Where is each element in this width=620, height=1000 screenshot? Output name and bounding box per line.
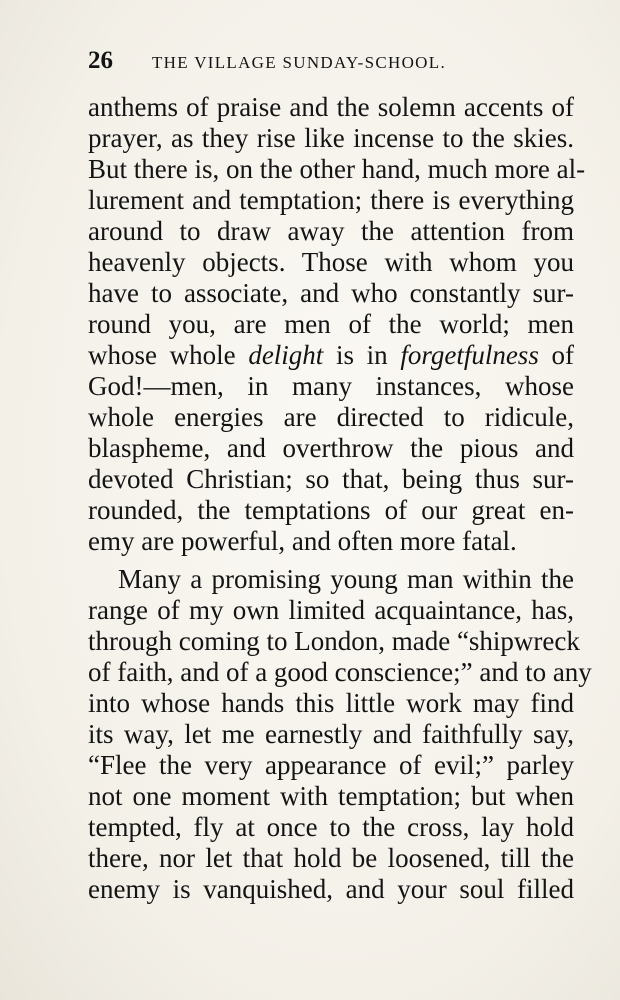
text-line: its way, let me earnestly and faithfully say, — [88, 719, 574, 749]
page-header — [88, 47, 574, 77]
text-line: prayer, as they rise like incense to the skies. — [88, 123, 574, 153]
text-line: rounded, the temptations of our great en- — [88, 495, 574, 525]
text-line: But there is, on the other hand, much more al- — [88, 154, 586, 184]
text-line: round you, are men of the world; men — [88, 309, 574, 339]
text-line: “Flee the very appearance of evil;” parley — [88, 750, 574, 780]
text-line: devoted Christian; so that, being thus sur- — [88, 464, 574, 494]
text-run: whose whole — [88, 340, 249, 370]
text-line: emy are powerful, and often more fatal. — [88, 526, 517, 556]
text-line: through coming to London, made “shipwreck — [88, 626, 580, 656]
text-line: around to draw away the attention from — [88, 216, 574, 246]
text-line-with-italics — [88, 340, 574, 371]
text-line: not one moment with temptation; but when — [88, 781, 574, 811]
text-line: there, nor let that hold be loosened, till the — [88, 843, 574, 873]
text-run: of — [538, 340, 574, 370]
text-line: have to associate, and who constantly sur- — [88, 278, 574, 308]
running-head: THE VILLAGE SUNDAY-SCHOOL. — [152, 53, 446, 72]
text-line: blaspheme, and overthrow the pious and — [88, 433, 574, 463]
text-line: lurement and temptation; there is everything — [88, 185, 574, 215]
text-line: God!—men, in many instances, whose — [88, 371, 574, 401]
text-line: whole energies are directed to ridicule, — [88, 402, 574, 432]
text-line: tempted, fly at once to the cross, lay hold — [88, 812, 574, 842]
text-line: range of my own limited acquaintance, has, — [88, 595, 574, 625]
italic-word-forgetfulness: forgetfulness — [400, 340, 539, 370]
paragraph-first-line: Many a promising young man within the — [118, 564, 574, 594]
text-line: enemy is vanquished, and your soul filled — [88, 874, 574, 904]
italic-word-delight: delight — [248, 340, 324, 370]
text-line: of faith, and of a good conscience;” and to any — [88, 657, 592, 687]
text-run: is in — [323, 340, 401, 370]
page-number: 26 — [88, 47, 113, 74]
text-line: anthems of praise and the solemn accents of — [88, 92, 574, 122]
text-line: heavenly objects. Those with whom you — [88, 247, 574, 277]
text-line: into whose hands this little work may find — [88, 688, 574, 718]
